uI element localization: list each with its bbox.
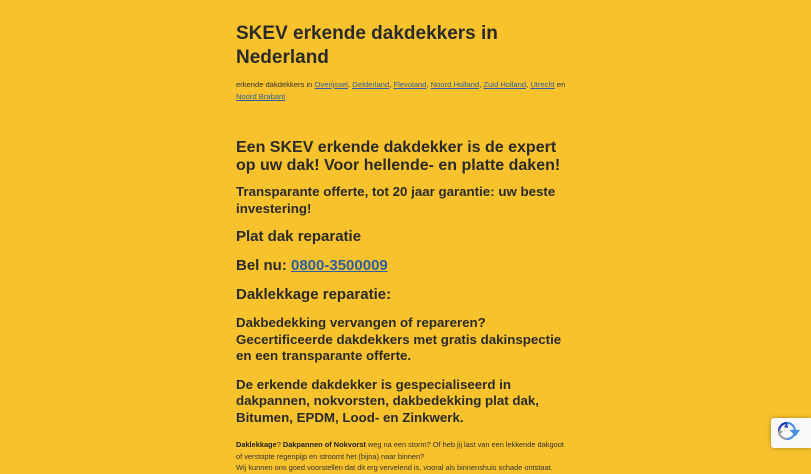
recaptcha-badge[interactable] xyxy=(771,418,811,448)
specialist-heading: De erkende dakdekker is gespecialiseerd in dakpannen, nokvorsten, dakbedekking plat dak, Bitumen, EPDM, Lood- en Zinkwerk. xyxy=(236,376,539,425)
region-link-zuid-holland[interactable]: Zuid Holland xyxy=(483,80,527,89)
offerte-heading: Transparante offerte, tot 20 jaar garantie: uw beste investering! xyxy=(236,184,556,216)
region-link-gelderland[interactable]: Gelderland xyxy=(352,80,390,89)
faq-term-daklekkage: Daklekkage xyxy=(236,440,277,449)
faq-term-dakpannen: Dakpannen of Nokvorst xyxy=(282,440,366,449)
region-link-noord-brabant[interactable]: Noord Brabant xyxy=(236,91,286,101)
region-link-noord-holland[interactable]: Noord Holland xyxy=(430,80,480,89)
call-label: Bel nu: xyxy=(236,257,291,274)
region-link-flevoland[interactable]: Flevoland xyxy=(393,80,427,89)
daklekkage-heading: Daklekkage reparatie: xyxy=(236,286,392,303)
page-title: SKEV erkende dakdekkers in Nederland xyxy=(236,23,498,68)
faq-paragraph xyxy=(236,439,570,474)
phone-link[interactable]: 0800-3500009 xyxy=(291,257,388,274)
regions-line: erkende dakdekkers in Overijssel, Gelderland, Flevoland, Noord Holland, Zuid Holland, Utrecht en Noord Brabant xyxy=(236,80,566,101)
faq-sep: ? xyxy=(276,440,283,449)
regions-conjunction: en xyxy=(554,80,566,89)
vervangen-heading xyxy=(236,315,570,365)
vervangen-line1: Dakbedekking vervangen of repareren? xyxy=(236,315,486,330)
regions-prefix: erkende dakdekkers in xyxy=(236,80,315,89)
faq-rest: weg na een storm? Of heb jij last van een lekkende dakgoot of verstopte regenpijp en stroomt het (bijna) naar binnen? xyxy=(236,440,564,461)
region-link-utrecht[interactable]: Utrecht xyxy=(530,80,555,89)
plat-dak-heading: Plat dak reparatie xyxy=(236,228,362,245)
main-content xyxy=(236,22,570,474)
call-heading xyxy=(236,257,570,274)
recaptcha-icon xyxy=(777,421,797,446)
region-link-overijssel[interactable]: Overijssel xyxy=(314,80,348,89)
headline: Een SKEV erkende dakdekker is de expert op uw dak! Voor hellende- en platte daken! xyxy=(236,139,561,174)
vervangen-line2: Gecertificeerde dakdekkers met gratis dakinspectie en een transparante offerte. xyxy=(236,331,562,363)
faq-line2: Wij kunnen ons goed voorstellen dat dit erg vervelend is, vooral als binnenshuis schade ontstaat. xyxy=(236,463,553,472)
